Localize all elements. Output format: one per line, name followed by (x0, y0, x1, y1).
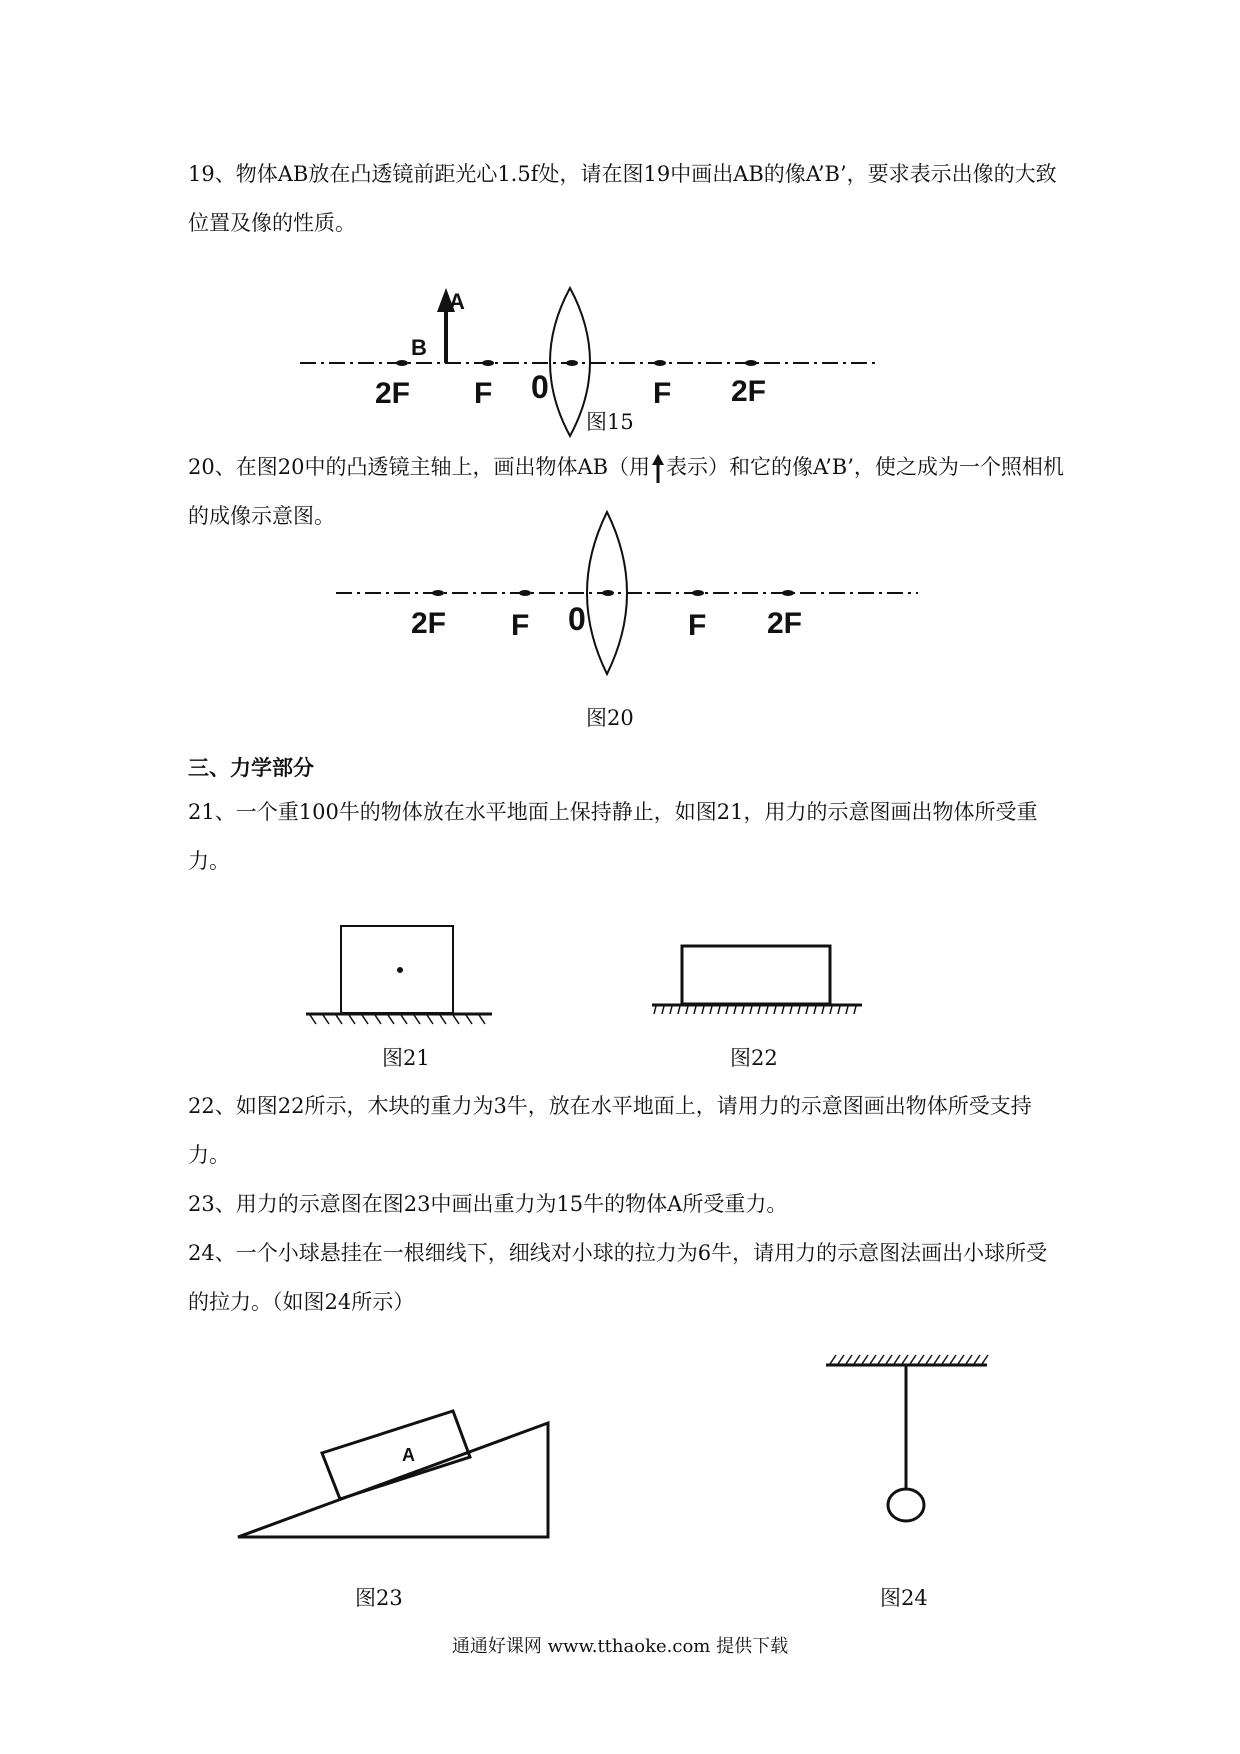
label-f-left: F (511, 609, 530, 642)
label-a: A (449, 289, 465, 314)
question-24-text: 24、一个小球悬挂在一根细线下，细线对小球的拉力为6牛，请用力的示意图法画出小球所受的拉力。（如图24所示） (188, 1241, 1048, 1314)
label-2f-left: 2F (375, 377, 411, 410)
hatch-mark (974, 1355, 980, 1364)
hatch-mark (910, 1355, 916, 1364)
label-2f-right: 2F (767, 607, 803, 640)
fig23-block-a (322, 1411, 470, 1499)
hatch-mark (870, 1355, 876, 1364)
hatch-mark (958, 1355, 964, 1364)
question-23-text: 23、用力的示意图在图23中画出重力为15牛的物体A所受重力。 (188, 1192, 788, 1216)
figure-23-caption: 图23 (355, 1586, 403, 1610)
hatch-mark (894, 1355, 900, 1364)
hatch-mark (950, 1355, 956, 1364)
hatch-mark (878, 1355, 884, 1364)
label-f-left: F (474, 377, 493, 410)
fig24-ball (888, 1489, 924, 1521)
label-f-right: F (688, 609, 707, 642)
fig23-incline (238, 1423, 548, 1537)
question-19-text: 19、物体AB放在凸透镜前距光心1.5f处，请在图19中画出AB的像A’B’，要求表示出像的大致位置及像的性质。 (188, 162, 1057, 235)
question-21-text: 21、一个重100牛的物体放在水平地面上保持静止，如图21，用力的示意图画出物体所受重力。 (188, 800, 1038, 873)
figure-15-caption: 图15 (586, 410, 634, 434)
hatch-mark (846, 1355, 852, 1364)
fig24-ceiling-hatching (830, 1355, 988, 1364)
label-optical-center: 0 (531, 369, 549, 405)
hatch-mark (854, 1355, 860, 1364)
hatch-mark (934, 1355, 940, 1364)
label-f-right: F (653, 377, 672, 410)
figure-21-caption: 图21 (382, 1046, 430, 1070)
hatch-mark (966, 1355, 972, 1364)
label-optical-center: 0 (568, 601, 586, 637)
figure-22-caption: 图22 (730, 1046, 778, 1070)
question-20-text-part1: 20、在图20中的凸透镜主轴上，画出物体AB（用 (188, 455, 651, 479)
hatch-mark (902, 1355, 908, 1364)
hatch-mark (942, 1355, 948, 1364)
hatch-mark (926, 1355, 932, 1364)
hatch-mark (830, 1355, 836, 1364)
hatch-mark (886, 1355, 892, 1364)
question-20-text-part2: 表示）和它的像A’B’，使之成为一个照相机的成像示意图。 (188, 455, 1064, 528)
hatch-mark (862, 1355, 868, 1364)
label-2f-left: 2F (411, 607, 447, 640)
hatch-mark (982, 1355, 988, 1364)
label-b: B (411, 335, 427, 360)
hatch-mark (918, 1355, 924, 1364)
label-2f-right: 2F (731, 375, 767, 408)
hatch-mark (838, 1355, 844, 1364)
question-22-text: 22、如图22所示，木块的重力为3牛，放在水平地面上，请用力的示意图画出物体所受支持力。 (188, 1094, 1032, 1167)
footer-text: 通通好课网 www.tthaoke.com 提供下载 (451, 1636, 789, 1657)
figure-20-caption: 图20 (586, 706, 634, 730)
figure-24-caption: 图24 (880, 1586, 928, 1610)
fig23-label-a: A (402, 1445, 415, 1465)
section-3-heading: 三、力学部分 (188, 756, 314, 780)
